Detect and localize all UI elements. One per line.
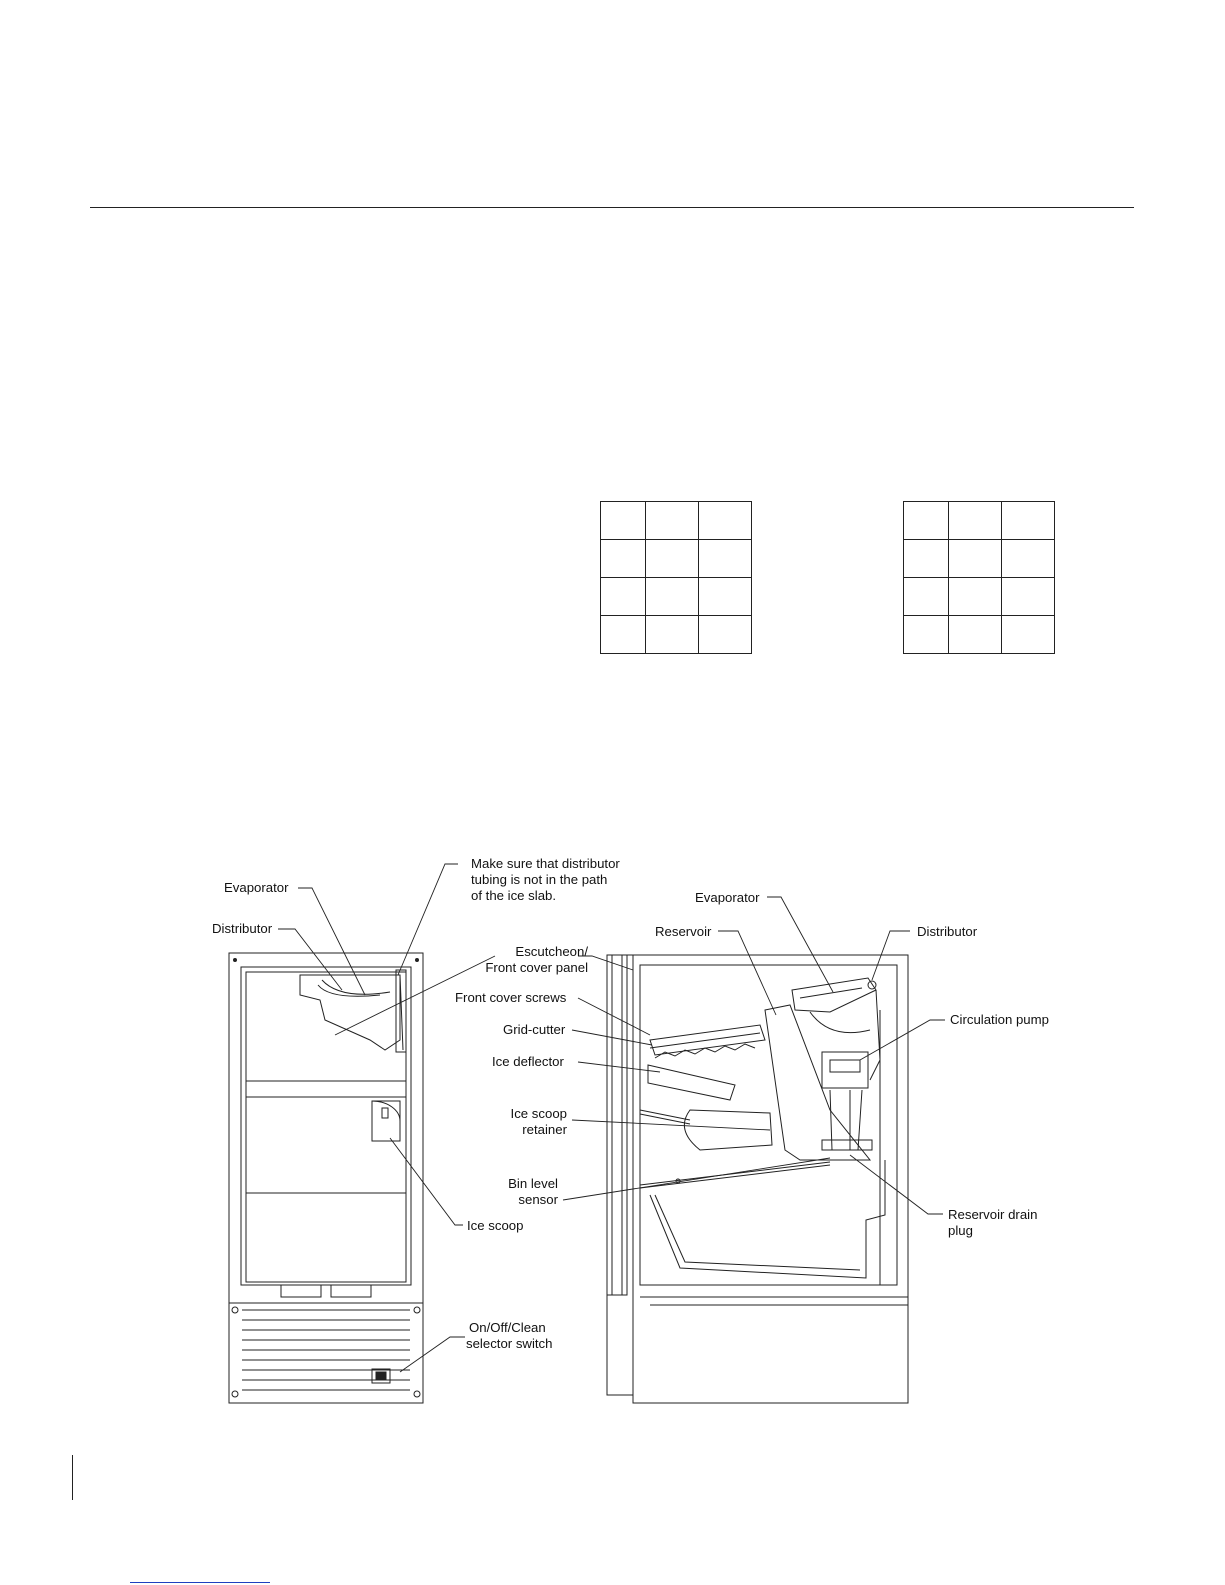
callout-evaporator-front: Evaporator (224, 880, 289, 895)
side-view-drawing (607, 955, 908, 1403)
callout-ice-scoop-retainer: Ice scoop retainer (510, 1106, 567, 1137)
callout-reservoir-drain-plug: Reservoir drain plug (948, 1207, 1038, 1238)
callout-reservoir: Reservoir (655, 924, 712, 939)
callout-front-cover-screws: Front cover screws (455, 990, 567, 1005)
callout-ice-deflector: Ice deflector (492, 1054, 564, 1069)
callout-grid-cutter: Grid-cutter (503, 1022, 566, 1037)
front-view-drawing (229, 953, 423, 1403)
page-margin-bar (72, 1455, 73, 1500)
callout-bin-level-sensor: Bin level sensor (508, 1176, 558, 1207)
callout-selector-switch: On/Off/Clean selector switch (466, 1320, 553, 1351)
callout-distributor-front: Distributor (212, 921, 273, 936)
footer-link-underline[interactable] (130, 1582, 270, 1583)
callout-distributor-side: Distributor (917, 924, 978, 939)
callout-ice-scoop: Ice scoop (467, 1218, 524, 1233)
callout-escutcheon: Escutcheon/ Front cover panel (485, 944, 588, 975)
callout-distributor-note: Make sure that distributor tubing is not in the path of the ice slab. (471, 856, 620, 903)
callout-evaporator-side: Evaporator (695, 890, 760, 905)
callout-circulation-pump: Circulation pump (950, 1012, 1049, 1027)
